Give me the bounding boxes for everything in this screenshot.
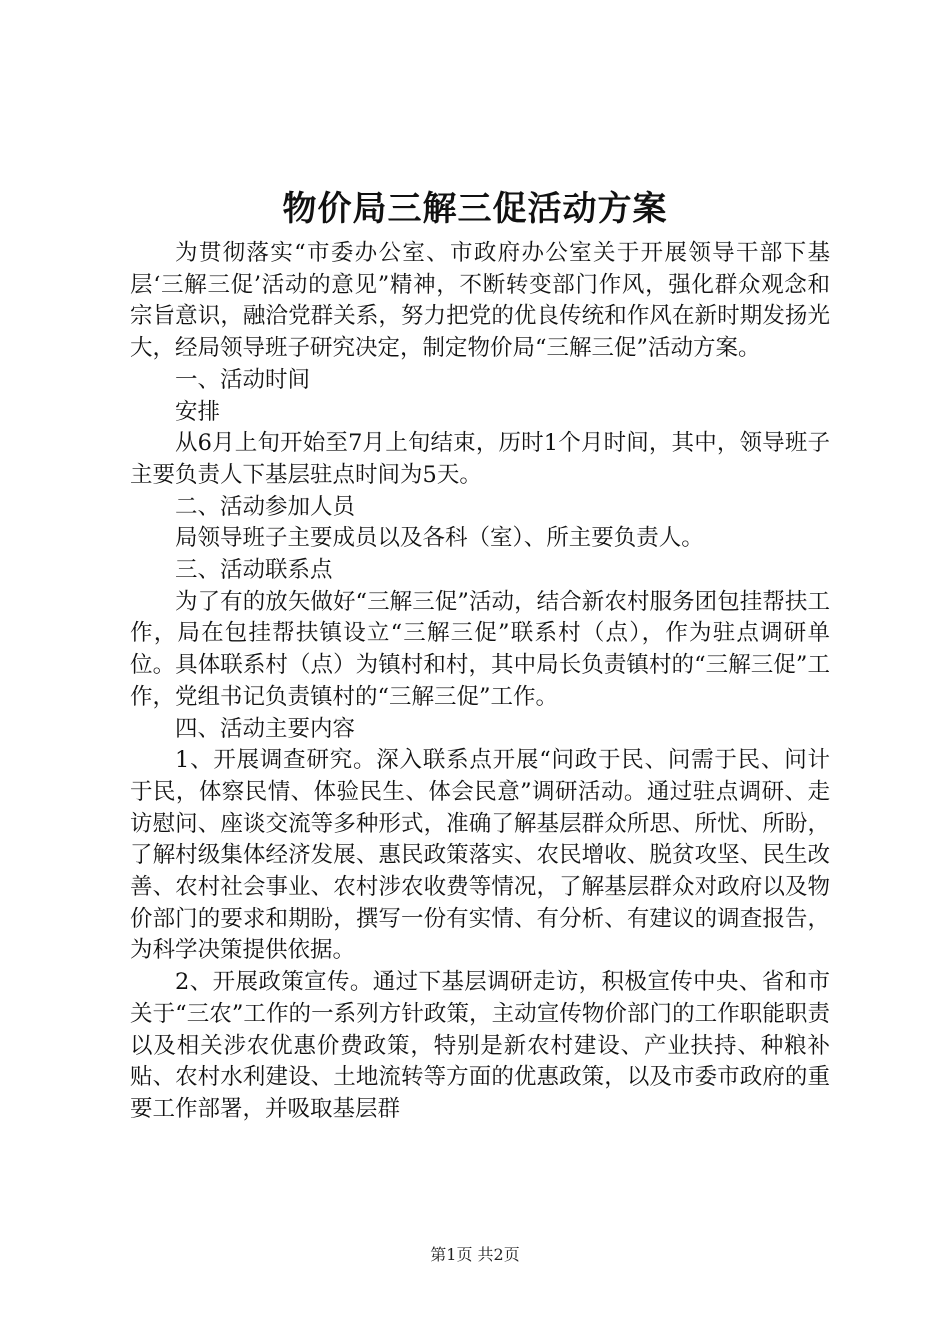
paragraph-research: 1、开展调查研究。深入联系点开展“问政于民、问需于民、问计于民，体察民情、体验民生、体会民意”调研活动。通过驻点调研、走访慰问、座谈交流等多种形式，准确了解基层群众所思、所忧、所盼，了解村级集体经济发展、惠民政策落实、农民增收、脱贫攻坚、民生改善、农村社会事业、农村涉农收费等情况，了解基层群众对政府以及物价部门的要求和期盼，撰写一份有实情、有分析、有建议的调查报告，为科学决策提供依据。 — [130, 747, 830, 964]
heading-main-content: 四、活动主要内容 — [175, 715, 356, 742]
heading-contact-points: 三、活动联系点 — [175, 557, 333, 584]
paragraph-intro: 为贯彻落实“市委办公室、市政府办公室关于开展领导干部下基层‘三解三促’活动的意见”精神，不断转变部门作风，强化群众观念和宗旨意识，融洽党群关系，努力把党的优良传统和作风在新时期发扬光大，经局领导班子研究决定，制定物价局“三解三促”活动方案。 — [130, 240, 830, 362]
document-body — [130, 238, 830, 1126]
paragraph-policy-promotion: 2、开展政策宣传。通过下基层调研走访，积极宣传中央、省和市关于“三农”工作的一系列方针政策，主动宣传物价部门的工作职能职责以及相关涉农优惠价费政策，特别是新农村建设、产业扶持、种粮补贴、农村水利建设、土地流转等方面的优惠政策，以及市委市政府的重要工作部署，并吸取基层群 — [130, 969, 830, 1122]
page-footer: 第1页 共2页 — [430, 1245, 520, 1264]
heading-activity-time: 一、活动时间 — [175, 366, 311, 393]
heading-participants: 二、活动参加人员 — [175, 493, 356, 520]
paragraph-participants: 局领导班子主要成员以及各科（室）、所主要负责人。 — [175, 525, 704, 552]
document-title: 物价局三解三促活动方案 — [282, 189, 668, 229]
paragraph-time-details: 从6月上旬开始至7月上旬结束，历时1个月时间，其中，领导班子主要负责人下基层驻点时间为5天。 — [130, 430, 830, 488]
paragraph-contact-points: 为了有的放矢做好“三解三促”活动，结合新农村服务团包挂帮扶工作，局在包挂帮扶镇设立“三解三促”联系村（点），作为驻点调研单位。具体联系村（点）为镇村和村，其中局长负责镇村的“三解三促”工作，党组书记负责镇村的“三解三促”工作。 — [130, 588, 830, 710]
heading-arrangement: 安排 — [175, 398, 221, 425]
